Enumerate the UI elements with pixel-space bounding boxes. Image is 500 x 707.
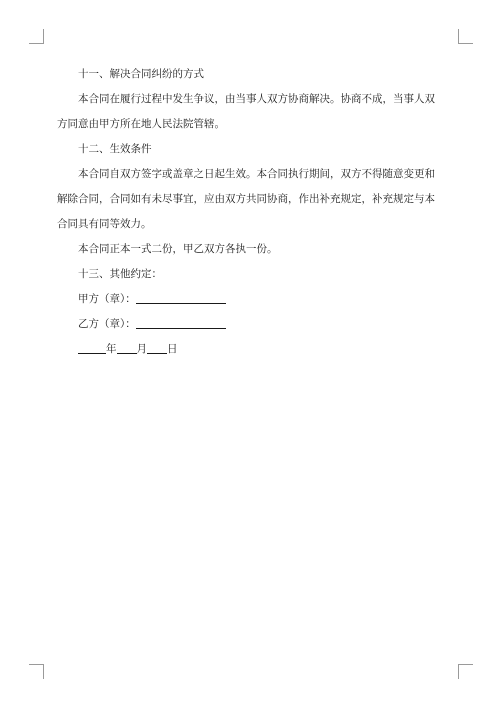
crop-mark-top-right — [458, 29, 473, 44]
party-b-signature-line — [57, 312, 445, 337]
section-11-heading: 十一、解决合同纠纷的方式 — [78, 68, 204, 80]
section-12-paragraph-effect: 本合同自双方签字或盖章之日起生效。本合同执行期间，双方不得随意变更和解除合同，合同如有未尽事宜，应由双方共同协商，作出补充规定，补充规定与本合同具有同等效力。 — [57, 168, 435, 230]
document-body — [57, 62, 445, 362]
party-b-label: 乙方（章）： — [78, 318, 136, 330]
crop-mark-bottom-left — [29, 664, 44, 679]
section-11-paragraph: 本合同在履行过程中发生争议，由当事人双方协商解决。协商不成，当事人双方同意由甲方所在地人民法院管辖。 — [57, 93, 435, 130]
crop-mark-bottom-right — [458, 664, 473, 679]
crop-mark-top-left — [29, 29, 44, 44]
party-b-blank — [136, 316, 226, 329]
section-12-paragraph-copies: 本合同正本一式二份，甲乙双方各执一份。 — [78, 243, 278, 255]
section-13-heading: 十三、其他约定： — [78, 268, 162, 280]
year-blank — [78, 341, 106, 354]
party-a-blank — [136, 291, 226, 304]
day-blank — [147, 341, 167, 354]
party-a-signature-line — [57, 287, 445, 312]
section-12-heading: 十二、生效条件 — [78, 143, 152, 155]
party-a-label: 甲方（章）： — [78, 293, 136, 305]
day-label: 日 — [167, 343, 178, 355]
month-blank — [117, 341, 137, 354]
year-label: 年 — [106, 343, 117, 355]
month-label: 月 — [136, 343, 147, 355]
date-line — [57, 337, 445, 362]
